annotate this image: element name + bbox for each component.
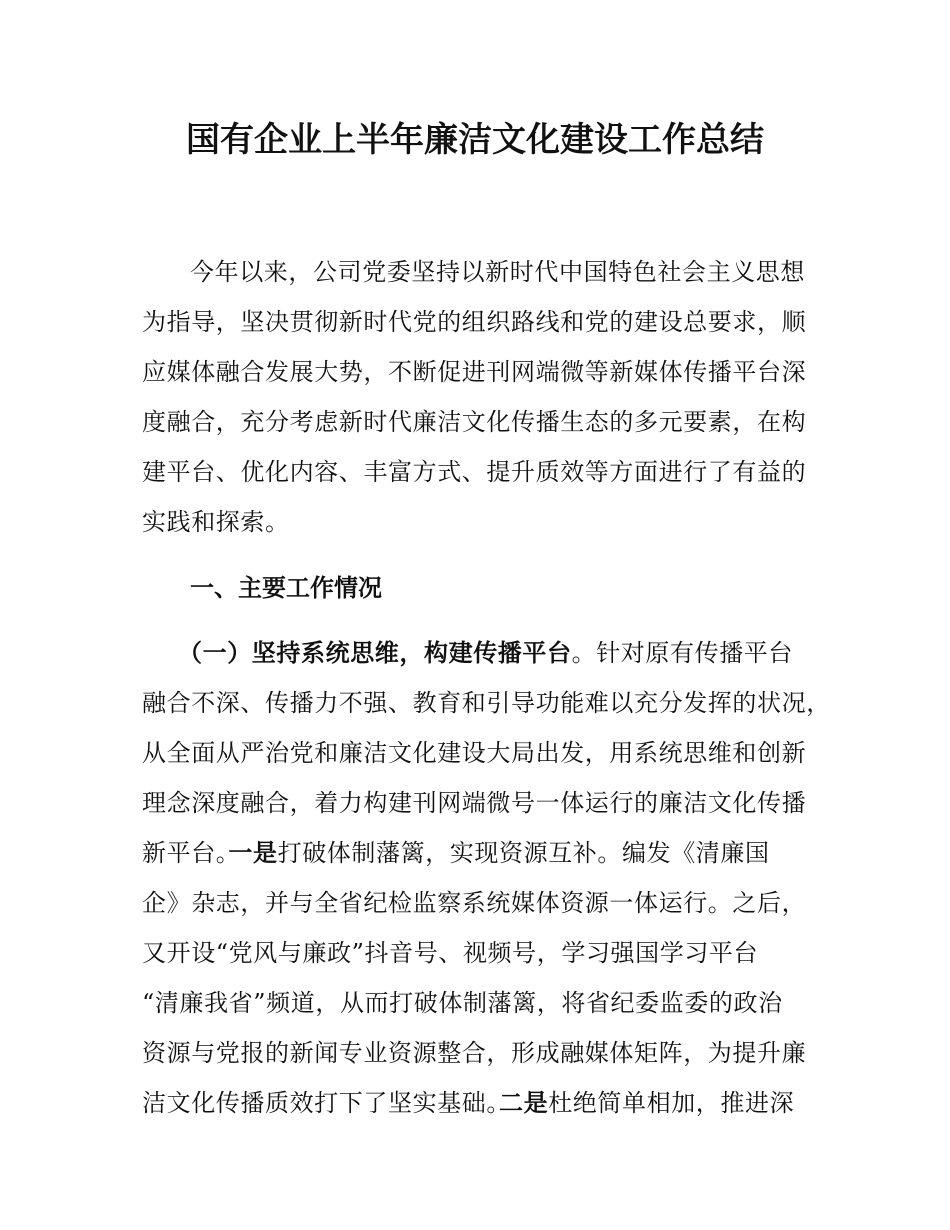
section-heading-1: 一、主要工作情况 xyxy=(190,574,382,602)
intro-line-6: 实践和探索。 xyxy=(142,508,290,536)
point-marker-one: 一是 xyxy=(228,839,278,867)
subsection-1-line-5 xyxy=(142,838,822,868)
subsection-1-line-10 xyxy=(142,1088,822,1118)
subsection-1-line-3: 从全面从严治党和廉洁文化建设大局出发，用系统思维和创新 xyxy=(142,739,807,767)
point-marker-two: 二是 xyxy=(499,1089,549,1117)
subsection-1-line-9: 资源与党报的新闻专业资源整合，形成融媒体矩阵，为提升廉 xyxy=(142,1039,807,1067)
subsection-1-line-7: 又开设“党风与廉政”抖音号、视频号，学习强国学习平台 xyxy=(142,939,759,967)
line-5-suffix: 打破体制藩篱，实现资源互补。编发《清廉国 xyxy=(277,839,770,867)
line-10-prefix: 洁文化传播质效打下了坚实基础。 xyxy=(142,1089,511,1117)
intro-line-3: 应媒体融合发展大势，不断促进刊网端微等新媒体传播平台深 xyxy=(142,358,807,386)
line-10-suffix: 杜绝简单相加，推进深 xyxy=(548,1089,795,1117)
subsection-1-line-6: 企》杂志，并与全省纪检监察系统媒体资源一体运行。之后， xyxy=(142,889,807,917)
subsection-1-heading: （一）坚持系统思维，构建传播平台 xyxy=(178,639,572,667)
document-title: 国有企业上半年廉洁文化建设工作总结 xyxy=(186,120,764,160)
intro-line-5: 建平台、优化内容、丰富方式、提升质效等方面进行了有益的 xyxy=(142,458,807,486)
line-5-prefix: 新平台。 xyxy=(142,839,241,867)
intro-line-1: 今年以来，公司党委坚持以新时代中国特色社会主义思想 xyxy=(190,258,805,286)
subsection-1-line-2: 融合不深、传播力不强、教育和引导功能难以充分发挥的状况， xyxy=(142,689,831,717)
subsection-1-line-8: “清廉我省”频道，从而打破体制藩篱，将省纪委监委的政治 xyxy=(142,989,783,1017)
intro-line-4: 度融合，充分考虑新时代廉洁文化传播生态的多元要素，在构 xyxy=(142,408,807,436)
intro-line-2: 为指导，坚决贯彻新时代党的组织路线和党的建设总要求，顺 xyxy=(142,308,807,336)
subsection-1-heading-tail: 。针对原有传播平台 xyxy=(571,639,794,667)
subsection-1-line-4: 理念深度融合，着力构建刊网端微号一体运行的廉洁文化传播 xyxy=(142,789,807,817)
subsection-1-first-line xyxy=(178,638,858,668)
